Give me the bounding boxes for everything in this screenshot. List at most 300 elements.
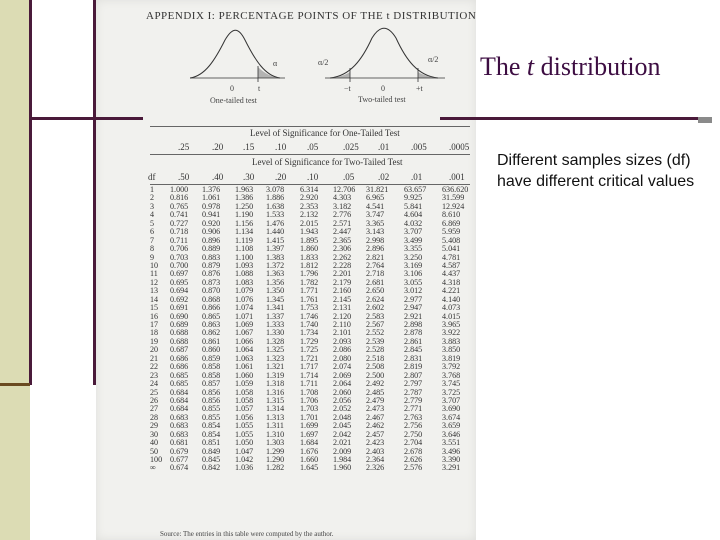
two-tailed-level: .001 [449, 172, 465, 182]
critical-value-cell: 0.859 [202, 353, 221, 363]
critical-value-cell: 1.061 [202, 193, 221, 203]
one-tailed-header: Level of Significance for One-Tailed Test [250, 128, 400, 138]
critical-value-cell: 2.080 [333, 353, 352, 363]
critical-value-cell: 3.646 [442, 429, 461, 439]
critical-value-cell: 3.707 [442, 395, 461, 405]
critical-value-cell: 1.345 [266, 294, 285, 304]
df-cell: 6 [150, 227, 155, 237]
critical-value-cell: 2.120 [333, 311, 352, 321]
critical-value-cell: 2.831 [404, 353, 423, 363]
critical-value-cell: 0.765 [170, 201, 189, 211]
critical-value-cell: 0.863 [202, 320, 221, 329]
critical-value-cell: 9.925 [404, 193, 423, 203]
critical-value-cell: 2.306 [333, 244, 352, 254]
critical-value-cell: 1.350 [266, 286, 285, 296]
critical-value-cell: 0.686 [170, 353, 189, 363]
critical-value-cell: 2.069 [333, 370, 352, 380]
critical-value-cell: 0.695 [170, 277, 189, 287]
critical-value-cell: 0.741 [170, 210, 189, 220]
critical-value-cell: 1.050 [235, 438, 254, 448]
critical-value-cell: 2.353 [300, 201, 319, 211]
critical-value-cell: 1.156 [235, 218, 254, 228]
critical-value-cell: 0.692 [170, 294, 189, 304]
critical-value-cell: 1.055 [235, 421, 254, 431]
critical-value-cell: 5.841 [404, 201, 423, 211]
critical-value-cell: 0.851 [202, 438, 221, 448]
critical-value-cell: 1.056 [235, 412, 254, 422]
critical-value-cell: 2.052 [333, 404, 352, 414]
critical-value-cell: 1.363 [266, 269, 285, 279]
critical-value-cell: 2.681 [366, 277, 385, 287]
alpha-half-right-label: α/2 [428, 55, 439, 64]
t-critical-values-table [150, 186, 480, 473]
critical-value-cell: 0.920 [202, 218, 221, 228]
two-tailed-level: .20 [275, 172, 287, 182]
one-tailed-level: .10 [275, 142, 287, 152]
critical-value-cell: 2.060 [333, 387, 352, 397]
critical-value-cell: 1.100 [235, 252, 254, 262]
critical-value-cell: 1.960 [333, 463, 352, 473]
critical-value-cell: 2.807 [404, 370, 423, 380]
df-cell: 10 [150, 260, 159, 270]
critical-value-cell: 4.781 [442, 252, 461, 262]
critical-value-cell: 0.856 [202, 395, 221, 405]
critical-value-cell: 1.697 [300, 429, 319, 439]
critical-value-cell: 1.310 [266, 429, 285, 439]
critical-value-cell: 0.857 [202, 379, 221, 389]
left-accent-band [0, 0, 30, 540]
df-cell: 22 [150, 362, 159, 372]
critical-value-cell: 1.036 [235, 463, 254, 473]
distribution-curves-figure [190, 20, 450, 90]
critical-value-cell: 3.182 [333, 201, 352, 211]
df-cell: 20 [150, 345, 159, 355]
critical-value-cell: 1.299 [266, 446, 285, 456]
critical-value-cell: 0.858 [202, 370, 221, 380]
critical-value-cell: 1.984 [333, 455, 352, 464]
decor-horizontal-line-right [440, 117, 700, 120]
critical-value-cell: 0.861 [202, 336, 221, 346]
critical-value-cell: 1.721 [300, 353, 319, 363]
critical-value-cell: 0.866 [202, 303, 221, 313]
critical-value-cell: 1.119 [235, 235, 253, 245]
critical-value-cell: 2.797 [404, 379, 423, 389]
critical-value-cell: 636.620 [442, 185, 469, 194]
divider [150, 126, 470, 127]
critical-value-cell: 3.922 [442, 328, 461, 338]
critical-value-cell: 1.071 [235, 311, 254, 321]
critical-value-cell: 2.878 [404, 328, 423, 338]
critical-value-cell: 1.714 [300, 370, 319, 380]
critical-value-cell: 1.290 [266, 455, 285, 464]
critical-value-cell: 1.383 [266, 252, 285, 262]
critical-value-cell: 3.659 [442, 421, 461, 431]
critical-value-cell: 2.704 [404, 438, 423, 448]
critical-value-cell: 1.055 [235, 429, 254, 439]
critical-value-cell: 2.779 [404, 395, 423, 405]
critical-value-cell: 1.333 [266, 320, 285, 329]
critical-value-cell: 0.849 [202, 446, 221, 456]
critical-value-cell: 0.703 [170, 252, 189, 262]
critical-value-cell: 0.683 [170, 429, 189, 439]
critical-value-cell: 0.686 [170, 362, 189, 372]
critical-value-cell: 2.552 [366, 328, 385, 338]
critical-value-cell: 1.059 [235, 379, 254, 389]
critical-value-cell: 2.110 [333, 320, 351, 329]
critical-value-cell: 3.012 [404, 286, 423, 296]
critical-value-cell: 1.782 [300, 277, 319, 287]
critical-value-cell: 0.845 [202, 455, 221, 464]
two-tailed-caption: Two-tailed test [358, 95, 406, 104]
critical-value-cell: 2.626 [404, 455, 423, 464]
critical-value-cell: 0.856 [202, 387, 221, 397]
critical-value-cell: 2.042 [333, 429, 352, 439]
critical-value-cell: 2.492 [366, 379, 385, 389]
critical-value-cell: 3.250 [404, 252, 423, 262]
critical-value-cell: 1.058 [235, 395, 254, 405]
critical-value-cell: 3.078 [266, 185, 285, 194]
critical-value-cell: 3.055 [404, 277, 423, 287]
critical-value-cell: 2.845 [404, 345, 423, 355]
critical-value-cell: 3.883 [442, 336, 461, 346]
critical-value-cell: 1.250 [235, 201, 254, 211]
critical-value-cell: 3.106 [404, 269, 423, 279]
critical-value-cell: 3.725 [442, 387, 461, 397]
critical-value-cell: 2.457 [366, 429, 385, 439]
critical-value-cell: 3.355 [404, 244, 423, 254]
two-tailed-header: Level of Significance for Two-Tailed Test [252, 157, 403, 167]
critical-value-cell: 0.687 [170, 345, 189, 355]
critical-value-cell: 0.694 [170, 286, 189, 296]
critical-value-cell: 1.083 [235, 277, 254, 287]
df-cell: 100 [150, 455, 163, 464]
critical-value-cell: 1.108 [235, 244, 254, 254]
critical-value-cell: 2.771 [404, 404, 423, 414]
critical-value-cell: 4.318 [442, 277, 461, 287]
critical-value-cell: 1.058 [235, 387, 254, 397]
df-cell: 1 [150, 185, 155, 194]
divider [150, 154, 470, 155]
df-cell: 13 [150, 286, 159, 296]
critical-value-cell: 0.685 [170, 370, 189, 380]
df-cell: 14 [150, 294, 159, 304]
critical-value-cell: 1.134 [235, 227, 254, 237]
two-tailed-level: .02 [378, 172, 390, 182]
critical-value-cell: 1.440 [266, 227, 285, 237]
critical-value-cell: 1.711 [300, 379, 318, 389]
critical-value-cell: 1.415 [266, 235, 285, 245]
decor-square [698, 117, 712, 123]
critical-value-cell: 2.518 [366, 353, 385, 363]
critical-value-cell: 0.697 [170, 269, 189, 279]
critical-value-cell: 0.688 [170, 336, 189, 346]
df-cell: 21 [150, 353, 159, 363]
critical-value-cell: 2.571 [333, 218, 352, 228]
critical-value-cell: 2.064 [333, 379, 352, 389]
critical-value-cell: 2.750 [404, 429, 423, 439]
df-cell: 27 [150, 404, 159, 414]
critical-value-cell: 0.876 [202, 269, 221, 279]
critical-value-cell: 2.763 [404, 412, 423, 422]
critical-value-cell: 2.479 [366, 395, 385, 405]
two-tailed-level: .30 [243, 172, 255, 182]
critical-value-cell: 2.093 [333, 336, 352, 346]
critical-value-cell: 0.941 [202, 210, 221, 220]
critical-value-cell: 0.689 [170, 320, 189, 329]
critical-value-cell: 2.074 [333, 362, 352, 372]
critical-value-cell: 2.045 [333, 421, 352, 431]
critical-value-cell: 1.060 [235, 370, 254, 380]
critical-value-cell: 3.965 [442, 320, 461, 329]
critical-value-cell: 0.711 [170, 235, 188, 245]
critical-value-cell: 3.745 [442, 379, 461, 389]
critical-value-cell: 1.812 [300, 260, 319, 270]
critical-value-cell: 2.048 [333, 412, 352, 422]
critical-value-cell: 1.796 [300, 269, 319, 279]
critical-value-cell: 1.684 [300, 438, 319, 448]
one-tailed-level: .025 [343, 142, 359, 152]
critical-value-cell: 0.677 [170, 455, 189, 464]
critical-value-cell: 3.747 [366, 210, 385, 220]
critical-value-cell: 1.047 [235, 446, 254, 456]
critical-value-cell: 1.746 [300, 311, 319, 321]
critical-value-cell: 0.889 [202, 244, 221, 254]
critical-value-cell: 1.000 [170, 185, 189, 194]
critical-value-cell: 0.854 [202, 421, 221, 431]
df-cell: 29 [150, 421, 159, 431]
critical-value-cell: 2.160 [333, 286, 352, 296]
critical-value-cell: 0.683 [170, 421, 189, 431]
critical-value-cell: 1.066 [235, 336, 254, 346]
alpha-half-left-label: α/2 [318, 58, 329, 67]
critical-value-cell: 2.228 [333, 260, 352, 270]
critical-value-cell: 2.539 [366, 336, 385, 346]
critical-value-cell: 0.862 [202, 328, 221, 338]
critical-value-cell: 0.683 [170, 412, 189, 422]
critical-value-cell: 2.567 [366, 320, 385, 329]
critical-value-cell: 4.604 [404, 210, 423, 220]
critical-value-cell: 4.015 [442, 311, 461, 321]
critical-value-cell: 2.787 [404, 387, 423, 397]
critical-value-cell: 1.476 [266, 218, 285, 228]
critical-value-cell: 2.145 [333, 294, 352, 304]
critical-value-cell: 0.727 [170, 218, 189, 228]
critical-value-cell: 1.676 [300, 446, 319, 456]
df-cell: 16 [150, 311, 159, 321]
df-cell: 9 [150, 252, 155, 262]
critical-value-cell: 3.169 [404, 260, 423, 270]
two-tailed-zero-label: 0 [381, 84, 385, 93]
slide-title-text: The [480, 52, 527, 81]
critical-value-cell: 4.303 [333, 193, 352, 203]
critical-value-cell: 2.602 [366, 303, 385, 313]
critical-value-cell: 1.740 [300, 320, 319, 329]
critical-value-cell: 3.768 [442, 370, 461, 380]
critical-value-cell: 1.321 [266, 362, 285, 372]
slide-title-italic: t [526, 52, 535, 81]
critical-value-cell: 3.499 [404, 235, 423, 245]
critical-value-cell: 0.691 [170, 303, 189, 313]
critical-value-cell: 2.819 [404, 362, 423, 372]
critical-value-cell: 0.873 [202, 277, 221, 287]
df-cell: 3 [150, 201, 155, 211]
critical-value-cell: 2.764 [366, 260, 385, 270]
critical-value-cell: 3.291 [442, 463, 461, 473]
df-cell: 7 [150, 235, 155, 245]
critical-value-cell: 1.323 [266, 353, 285, 363]
df-cell: 11 [150, 269, 158, 279]
critical-value-cell: 1.330 [266, 328, 285, 338]
df-cell: 19 [150, 336, 159, 346]
critical-value-cell: 1.303 [266, 438, 285, 448]
critical-value-cell: 2.528 [366, 345, 385, 355]
critical-value-cell: 8.610 [442, 210, 461, 220]
critical-value-cell: 1.725 [300, 345, 319, 355]
decor-horizontal-line-bottom [0, 383, 30, 386]
critical-value-cell: 1.645 [300, 463, 319, 473]
df-cell: 28 [150, 412, 159, 422]
df-cell: 15 [150, 303, 159, 313]
critical-value-cell: 2.179 [333, 277, 352, 287]
critical-value-cell: 0.718 [170, 227, 189, 237]
critical-value-cell: 1.386 [235, 193, 254, 203]
two-tailed-curve [325, 28, 445, 82]
critical-value-cell: 1.313 [266, 412, 285, 422]
critical-value-cell: 1.895 [300, 235, 319, 245]
df-cell: 50 [150, 446, 159, 456]
critical-value-cell: 1.190 [235, 210, 254, 220]
critical-value-cell: 2.403 [366, 446, 385, 456]
critical-value-cell: 0.978 [202, 201, 221, 211]
critical-value-cell: 2.021 [333, 438, 352, 448]
slide-title-rest: distribution [534, 52, 661, 81]
critical-value-cell: 3.551 [442, 438, 461, 448]
table-source-note: Source: The entries in this table were computed by the author. [160, 530, 334, 538]
critical-value-cell: 1.093 [235, 260, 254, 270]
critical-value-cell: 2.423 [366, 438, 385, 448]
critical-value-cell: 0.674 [170, 463, 189, 473]
one-tailed-level: .25 [178, 142, 190, 152]
critical-value-cell: 2.977 [404, 294, 423, 304]
critical-value-cell: 4.073 [442, 303, 461, 313]
critical-value-cell: 3.365 [366, 218, 385, 228]
critical-value-cell: 4.541 [366, 201, 385, 211]
critical-value-cell: 1.886 [266, 193, 285, 203]
critical-value-cell: 4.140 [442, 294, 461, 304]
critical-value-cell: 1.963 [235, 185, 254, 194]
one-tailed-t-label: t [258, 84, 261, 93]
critical-value-cell: 5.041 [442, 244, 461, 254]
critical-value-cell: 2.861 [404, 336, 423, 346]
critical-value-cell: 3.819 [442, 353, 461, 363]
critical-value-cell: 0.858 [202, 362, 221, 372]
critical-value-cell: 2.650 [366, 286, 385, 296]
df-cell: 40 [150, 438, 159, 448]
critical-value-cell: 4.032 [404, 218, 423, 228]
critical-value-cell: 1.638 [266, 201, 285, 211]
critical-value-cell: 0.855 [202, 404, 221, 414]
critical-value-cell: 0.865 [202, 311, 221, 321]
critical-value-cell: 2.485 [366, 387, 385, 397]
critical-value-cell: 2.009 [333, 446, 352, 456]
critical-value-cell: 3.690 [442, 404, 461, 414]
one-tailed-level: .01 [378, 142, 390, 152]
critical-value-cell: 3.496 [442, 446, 461, 456]
critical-value-cell: 0.684 [170, 387, 189, 397]
critical-value-cell: 2.576 [404, 463, 423, 473]
critical-value-cell: 0.842 [202, 463, 221, 473]
df-cell: 4 [150, 210, 155, 220]
critical-value-cell: 0.906 [202, 227, 221, 237]
critical-value-cell: 0.855 [202, 412, 221, 422]
df-column-label: df [148, 172, 156, 182]
critical-value-cell: 3.792 [442, 362, 461, 372]
critical-value-cell: 1.771 [300, 286, 319, 296]
critical-value-cell: 0.854 [202, 429, 221, 439]
critical-value-cell: 2.467 [366, 412, 385, 422]
critical-value-cell: 4.221 [442, 286, 461, 296]
critical-value-cell: 4.437 [442, 269, 461, 279]
critical-value-cell: 2.624 [366, 294, 385, 304]
critical-value-cell: 1.761 [300, 294, 319, 304]
critical-value-cell: 1.318 [266, 379, 285, 389]
two-tailed-minus-t-label: −t [344, 84, 351, 93]
critical-value-cell: 1.076 [235, 294, 254, 304]
critical-value-cell: 5.959 [442, 227, 461, 237]
critical-value-cell: 1.341 [266, 303, 285, 313]
df-cell: 25 [150, 387, 159, 397]
critical-value-cell: 0.681 [170, 438, 189, 448]
one-tailed-level: .005 [411, 142, 427, 152]
critical-value-cell: 2.756 [404, 421, 423, 431]
df-cell: ∞ [150, 463, 156, 473]
critical-value-cell: 1.061 [235, 362, 254, 372]
critical-value-cell: 1.397 [266, 244, 285, 254]
critical-value-cell: 1.703 [300, 404, 319, 414]
df-cell: 8 [150, 244, 155, 254]
critical-value-cell: 6.965 [366, 193, 385, 203]
critical-value-cell: 1.325 [266, 345, 285, 355]
critical-value-cell: 2.262 [333, 252, 352, 262]
critical-value-cell: 0.700 [170, 260, 189, 270]
critical-value-cell: 3.390 [442, 455, 461, 464]
critical-value-cell: 2.131 [333, 303, 352, 313]
critical-value-cell: 1.315 [266, 395, 285, 405]
df-cell: 24 [150, 379, 159, 389]
critical-value-cell: 1.314 [266, 404, 285, 414]
critical-value-cell: 3.850 [442, 345, 461, 355]
critical-value-cell: 2.500 [366, 370, 385, 380]
critical-value-cell: 2.896 [366, 244, 385, 254]
critical-value-cell: 6.869 [442, 218, 461, 228]
one-tailed-level: .20 [212, 142, 224, 152]
critical-value-cell: 1.337 [266, 311, 285, 321]
two-tailed-plus-t-label: +t [416, 84, 423, 93]
critical-value-cell: 1.067 [235, 328, 254, 338]
critical-value-cell: 1.753 [300, 303, 319, 313]
critical-value-cell: 0.879 [202, 260, 221, 270]
critical-value-cell: 3.707 [404, 227, 423, 237]
df-cell: 18 [150, 328, 159, 338]
critical-value-cell: 2.101 [333, 328, 352, 338]
table-row [150, 464, 480, 472]
two-tailed-level: .01 [411, 172, 423, 182]
critical-value-cell: 31.599 [442, 193, 465, 203]
critical-value-cell: 1.282 [266, 463, 285, 473]
critical-value-cell: 0.706 [170, 244, 189, 254]
decor-vertical-line-left [29, 0, 32, 385]
critical-value-cell: 0.685 [170, 379, 189, 389]
